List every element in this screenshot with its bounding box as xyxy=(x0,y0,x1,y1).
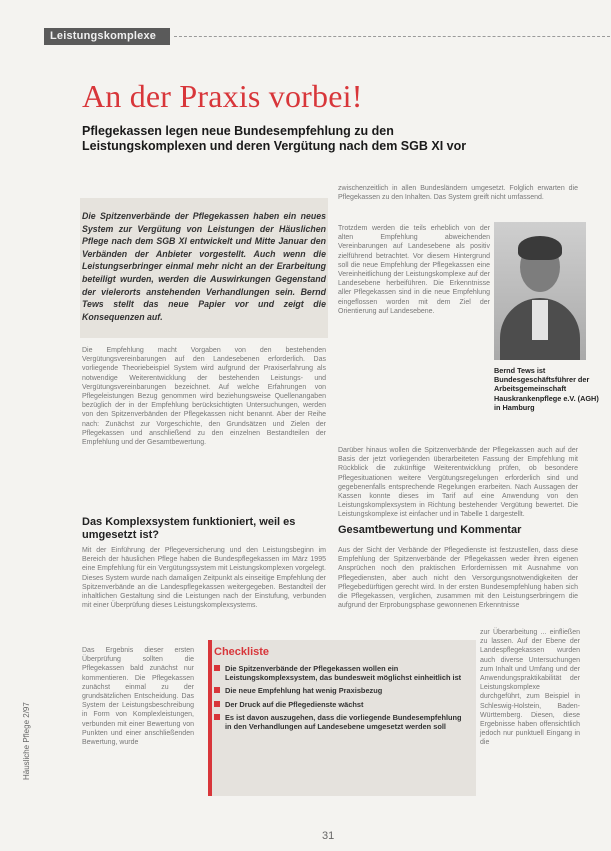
checklist-item-text: Die Spitzenverbände der Pflegekassen wollen ein Leistungskomplexsystem, das bundesweit möglichst einheitlich ist xyxy=(225,664,462,683)
side-label: Häusliche Pflege 2/97 xyxy=(22,702,31,780)
body-text-left-2: Mit der Einführung der Pflegeversicherung und den Leistungsbeginn im Bereich der häuslichen Pflege haben die Bundespflegekassen im März 1995 eine Empfehlung für ein Vergütungssystem mit Leistungskomplexen vorgelegt. Dieses System wurde nach damaligen Zeitpunkt als einseitige Empfehlung der Spitzenverbände an die Landespflegekassen weitergegeben. Bestandteil der inhaltlichen Gestaltung sind die Leistungen nach der Einstufung, verbunden mit einer Überprüfung dieses Leistungskomplexsystems. xyxy=(82,547,326,610)
page-number: 31 xyxy=(322,830,335,842)
checklist-item xyxy=(214,686,462,695)
photo-collar xyxy=(532,300,548,340)
body-text-left-3: Das Ergebnis dieser ersten Überprüfung sollten die Pflegekassen bald zunächst nur kommentieren. Die Pflegekassen zunächst einmal zu der grundsätzlichen Entscheidung. Das System der Leistungsbeschreibung in Form von Komplexleistungen, verbunden mit einer Bewertung von Punkten und einer anschließenden Bewertung, wurde xyxy=(82,647,194,747)
article-subtitle: Pflegekassen legen neue Bundesempfehlung zu den Leistungskomplexen und deren Vergütung nach dem SGB XI vor xyxy=(82,124,467,153)
bullet-square-icon xyxy=(214,665,220,671)
body-text-right-column: Trotzdem werden die teils erheblich von der alten Empfehlung abweichenden Vereinbarungen auf Landesebene als positiv zielführend betrachtet. Vor diesem Hintergrund soll die neue Empfehlung der Pflegekassen eine Vereinheitlichung der Leistungskomplexe auf der Landesebene herbeiführen. Die Erkenntnisse aller Pflegekassen sind in die neue Empfehlung eingeflossen worden mit dem Ziel der Orientierung auf Landesebene. xyxy=(338,225,490,315)
checklist-item-text: Es ist davon auszugehen, dass die vorliegende Bundesempfehlung in den Verhandlungen auf Landesebene umgesetzt werden soll xyxy=(225,712,462,732)
header-dotted-rule xyxy=(174,36,610,37)
checklist-items xyxy=(214,664,462,735)
author-photo xyxy=(494,222,586,360)
body-text-right-2: Darüber hinaus wollen die Spitzenverbände der Pflegekassen auch auf der Basis der jetzt vorliegenden überarbeiteten Fassung der Empfehlung mit Rückblick die zukünftige Weiterentwicklung prüfen, ob besondere Pflegesituationen weitere Vergütungsregelungen erforderlich sind und gegebenenfalls entsprechende Regelungen erarbeiten. Nach Aussagen der Kassen konnte dieses im Tarif auf eine Anwendung von den Leistungskomplexsystem in Richtung bestehender Vergütung bewertet. Die Leistungskomplexe ist einfacher und in Tabelle 1 dargestellt. xyxy=(338,447,578,519)
heading-left: Das Komplexsystem funktioniert, weil es umgesetzt ist? xyxy=(82,516,296,541)
heading-right: Gesamtbewertung und Kommentar xyxy=(338,524,522,536)
checklist-item-text: Die neue Empfehlung hat wenig Praxisbezug xyxy=(225,686,383,696)
bullet-square-icon xyxy=(214,714,220,720)
checklist-item xyxy=(214,700,462,709)
body-text-right-3: Aus der Sicht der Verbände der Pflegedienste ist festzustellen, dass diese Empfehlung der Spitzenverbände der Pflegekassen weder ihren eigenen Ansprüchen noch den praktischen Erfordernissen mit Ausnahme von Pflegediensten, aber auch nicht den Versorgungsnotwendigkeiten der Pflegebedürftigen gerecht wird. In der ersten Bundesempfehlung haben sich die Pflegekassen, verglichen, zusammen mit den Leistungserbringern die aufgrund der Erprobungsphase gewonnenen Erkenntnisse xyxy=(338,547,578,610)
checklist-item xyxy=(214,664,462,682)
body-text-left-1: Die Empfehlung macht Vorgaben von den bestehenden Vergütungsvereinbarungen auf den Landesebenen erforderlich. Das vorliegende Theoriebeispiel System wird aufgrund der Praxiserfahrung als notwendige Weiterentwicklung der bestehenden Leistungs- und Vergütungsvereinbarungen bezeichnet. Auf welche Erfahrungen von Pflegeleistungen Bezug genommen wird beziehungsweise Quellenangaben bezüglich der in der Empfehlung berücksichtigten Untersuchungen, werden von den Spitzenverbänden der Pflegekassen nicht benannt. Aber der Reihe nach: Zunächst zur Vorgeschichte, den Grundsätzen und Zielen der Pflegekassen und anschließend zu den einzelnen Bestandteilen der Empfehlung und der Gesamtbewertung. xyxy=(82,347,326,447)
checklist-title: Checkliste xyxy=(214,646,270,658)
bullet-square-icon xyxy=(214,687,220,693)
checklist-item-text: Der Druck auf die Pflegedienste wächst xyxy=(225,699,364,709)
section-header-label: Leistungskomplexe xyxy=(50,30,157,42)
article-title: An der Praxis vorbei! xyxy=(82,78,363,114)
photo-caption: Bernd Tews ist Bundesgeschäftsführer der Arbeitsgemeinschaft Hauskrankenpflege e.V. (AGH) in Hamburg xyxy=(494,366,599,412)
checklist-item xyxy=(214,713,462,731)
photo-hair xyxy=(518,236,562,260)
bullet-square-icon xyxy=(214,701,220,707)
body-text-right-top: zwischenzeitlich in allen Bundesländern umgesetzt. Folglich erwarten die Pflegekassen zu den Inhalten. Das System greift nicht umfassend. xyxy=(338,185,578,202)
body-text-right-4: zur Überarbeitung ... einfließen zu lassen. Auf der Ebene der Landespflegekassen wurden auch diverse Untersuchungen zum Inhalt und Umfang und der Anwendungspraktikabilität der Leistungskomplexe durchgeführt, zum Beispiel in Schleswig-Holstein, Baden-Württemberg. Diesen, diese Ergebnisse haben offensichtlich jedoch nur punktuell Eingang in die xyxy=(480,629,580,747)
article-intro: Die Spitzenverbände der Pflegekassen haben ein neues System zur Vergütung von Leistungen der Häuslichen Pflege nach dem SGB XI entwickelt und Mitte Januar den Verbänden der Anbieter vorgestellt. Auch wenn die Leistungserbringer einmal mehr nicht an der Erarbeitung beteiligt wurden, werden die Auswirkungen Gegenstand der vielerorts anstehenden Verhandlungen sein. Bernd Tews stellt das neue Papier vor und zeigt die Konsequenzen auf. xyxy=(82,211,326,322)
